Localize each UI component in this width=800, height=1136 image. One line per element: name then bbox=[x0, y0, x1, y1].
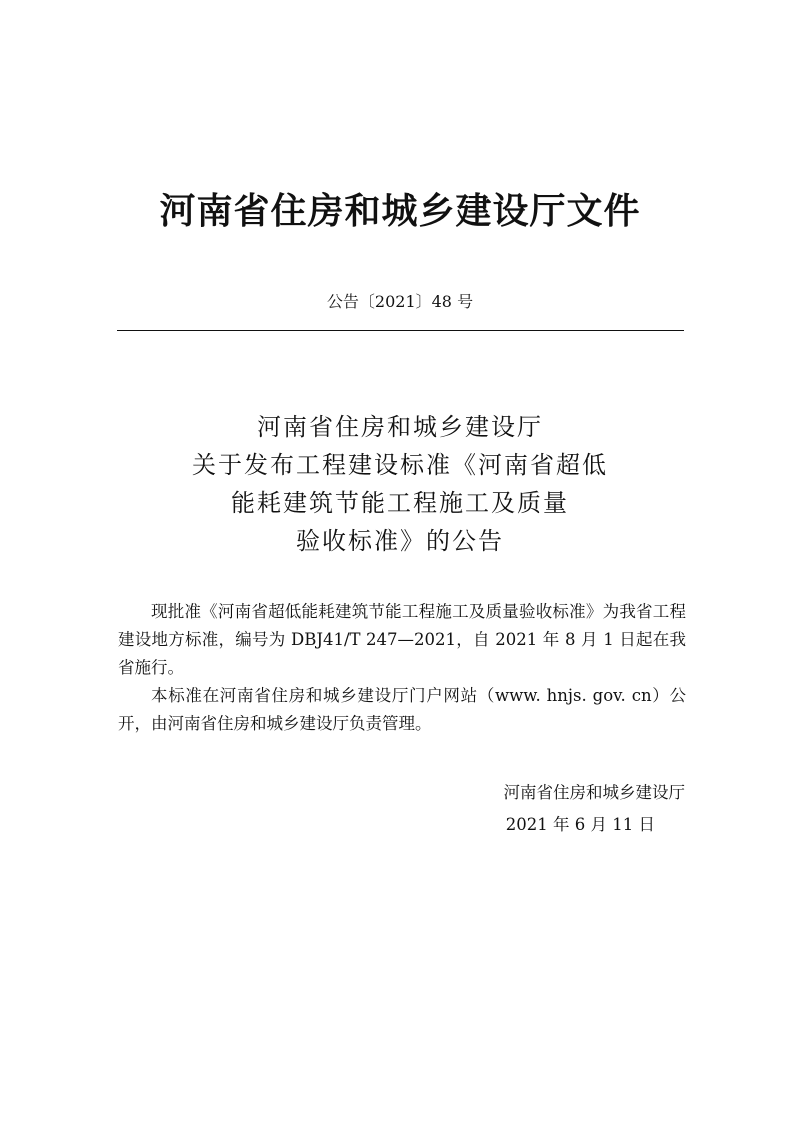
title-line: 河南省住房和城乡建设厅 bbox=[257, 413, 543, 441]
document-number: 公告〔2021〕48 号 bbox=[326, 292, 474, 311]
title-line: 能耗建筑节能工程施工及质量 bbox=[231, 489, 569, 517]
announcement-body bbox=[118, 598, 686, 738]
title-line: 验收标准》的公告 bbox=[296, 527, 504, 555]
announcement-title bbox=[100, 408, 700, 560]
issue-date: 2021 年 6 月 11 日 bbox=[505, 815, 655, 834]
body-paragraph: 本标准在河南省住房和城乡建设厅门户网站（www. hnjs. gov. cn）公开，由河南省住房和城乡建设厅负责管理。 bbox=[118, 686, 686, 733]
header-divider bbox=[117, 330, 684, 331]
title-line: 关于发布工程建设标准《河南省超低 bbox=[192, 451, 608, 479]
signing-organization: 河南省住房和城乡建设厅 bbox=[503, 783, 685, 802]
issuer-title: 河南省住房和城乡建设厅文件 bbox=[159, 190, 641, 232]
body-paragraph: 现批准《河南省超低能耗建筑节能工程施工及质量验收标准》为我省工程建设地方标准，编号为 DBJ41/T 247—2021，自 2021 年 8 月 1 日起在我省施行。 bbox=[118, 602, 686, 677]
signature-block bbox=[455, 777, 685, 841]
